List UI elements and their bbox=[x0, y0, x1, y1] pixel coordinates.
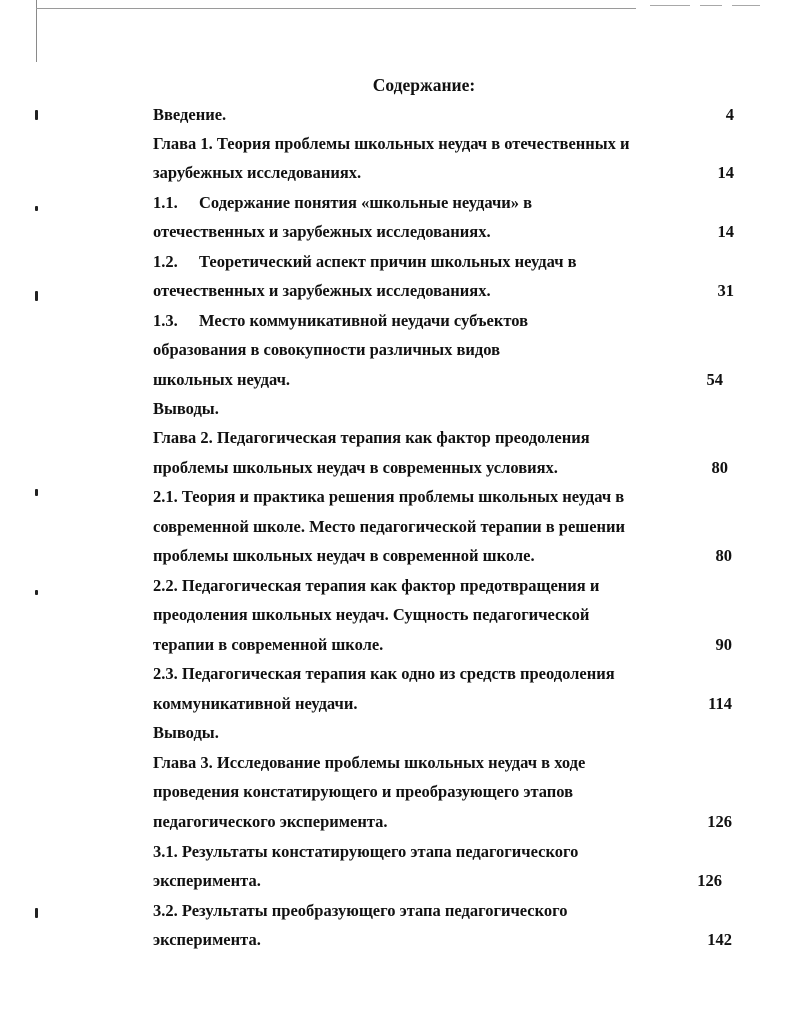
toc-section-2-1-title: 2.1. Теория и практика решения проблемы школьных неудач в bbox=[153, 487, 625, 506]
toc-chapter-2-conclusions: Выводы. bbox=[153, 723, 219, 742]
toc-chapter-1-title: Глава 1. Теория проблемы школьных неудач в отечественных и bbox=[153, 134, 630, 153]
toc-section-2-3-title: 2.3. Педагогическая терапия как одно из средств преодоления bbox=[153, 664, 615, 683]
toc-section-2-2-title: 2.2. Педагогическая терапия как фактор предотвращения и bbox=[153, 576, 600, 595]
toc-section-2-1-title: современной школе. Место педагогической терапии в решении bbox=[153, 517, 626, 536]
margin-mark bbox=[35, 908, 38, 918]
margin-mark bbox=[35, 206, 38, 211]
scan-dash bbox=[700, 5, 722, 6]
toc-chapter-1-title: зарубежных исследованиях. bbox=[153, 163, 362, 182]
margin-mark bbox=[35, 110, 38, 120]
toc-page-number: 142 bbox=[707, 930, 732, 949]
toc-section-1-1-title: отечественных и зарубежных исследованиях. bbox=[153, 222, 491, 241]
toc-section-1-1-title: Содержание понятия «школьные неудачи» в bbox=[199, 193, 533, 212]
margin-mark bbox=[35, 590, 38, 595]
margin-mark bbox=[35, 291, 38, 301]
scan-frame-left-edge bbox=[36, 0, 37, 62]
toc-chapter-1-conclusions: Выводы. bbox=[153, 399, 219, 418]
toc-page-number: 4 bbox=[725, 105, 734, 124]
toc-section-number: 1.1. bbox=[153, 193, 178, 212]
toc-section-3-2-title: эксперимента. bbox=[153, 930, 261, 949]
toc-section-1-2-title: Теоретический аспект причин школьных неудач в bbox=[199, 252, 577, 271]
scan-dash bbox=[732, 5, 760, 6]
toc-section-1-2-title: отечественных и зарубежных исследованиях. bbox=[153, 281, 491, 300]
toc-page-number: 90 bbox=[715, 635, 732, 654]
toc-entry-introduction: Введение. bbox=[153, 105, 227, 124]
toc-chapter-2-title: Глава 2. Педагогическая терапия как фактор преодоления bbox=[153, 428, 590, 447]
toc-page-number: 114 bbox=[708, 694, 732, 713]
scan-dash bbox=[650, 5, 690, 6]
toc-chapter-3-title: педагогического эксперимента. bbox=[153, 812, 388, 831]
toc-chapter-2-title: проблемы школьных неудач в современных условиях. bbox=[153, 458, 558, 477]
toc-section-3-1-title: 3.1. Результаты констатирующего этапа педагогического bbox=[153, 842, 579, 861]
toc-section-2-1-title: проблемы школьных неудач в современной школе. bbox=[153, 546, 535, 565]
scan-frame-top-edge bbox=[36, 8, 636, 9]
toc-section-1-3-title: образования в совокупности различных видов bbox=[153, 340, 501, 359]
toc-chapter-3-title: Глава 3. Исследование проблемы школьных неудач в ходе bbox=[153, 753, 586, 772]
toc-section-2-2-title: преодоления школьных неудач. Сущность педагогической bbox=[153, 605, 590, 624]
toc-chapter-3-title: проведения констатирующего и преобразующего этапов bbox=[153, 782, 574, 801]
toc-section-3-1-title: эксперимента. bbox=[153, 871, 261, 890]
toc-page-number: 54 bbox=[706, 370, 723, 389]
toc-page-number: 80 bbox=[715, 546, 732, 565]
toc-page-number: 80 bbox=[711, 458, 728, 477]
toc-section-3-2-title: 3.2. Результаты преобразующего этапа педагогического bbox=[153, 901, 568, 920]
toc-section-2-3-title: коммуникативной неудачи. bbox=[153, 694, 358, 713]
toc-section-number: 1.3. bbox=[153, 311, 178, 330]
toc-page-number: 14 bbox=[717, 222, 734, 241]
toc-section-1-3-title: Место коммуникативной неудачи субъектов bbox=[199, 311, 528, 330]
toc-page-number: 31 bbox=[717, 281, 734, 300]
toc-page-number: 126 bbox=[697, 871, 722, 890]
margin-mark bbox=[35, 489, 38, 496]
page-title: Содержание: bbox=[372, 75, 476, 95]
toc-section-1-3-title: школьных неудач. bbox=[153, 370, 290, 389]
toc-section-number: 1.2. bbox=[153, 252, 178, 271]
toc-section-2-2-title: терапии в современной школе. bbox=[153, 635, 384, 654]
toc-page-number: 14 bbox=[717, 163, 734, 182]
toc-page-number: 126 bbox=[707, 812, 732, 831]
